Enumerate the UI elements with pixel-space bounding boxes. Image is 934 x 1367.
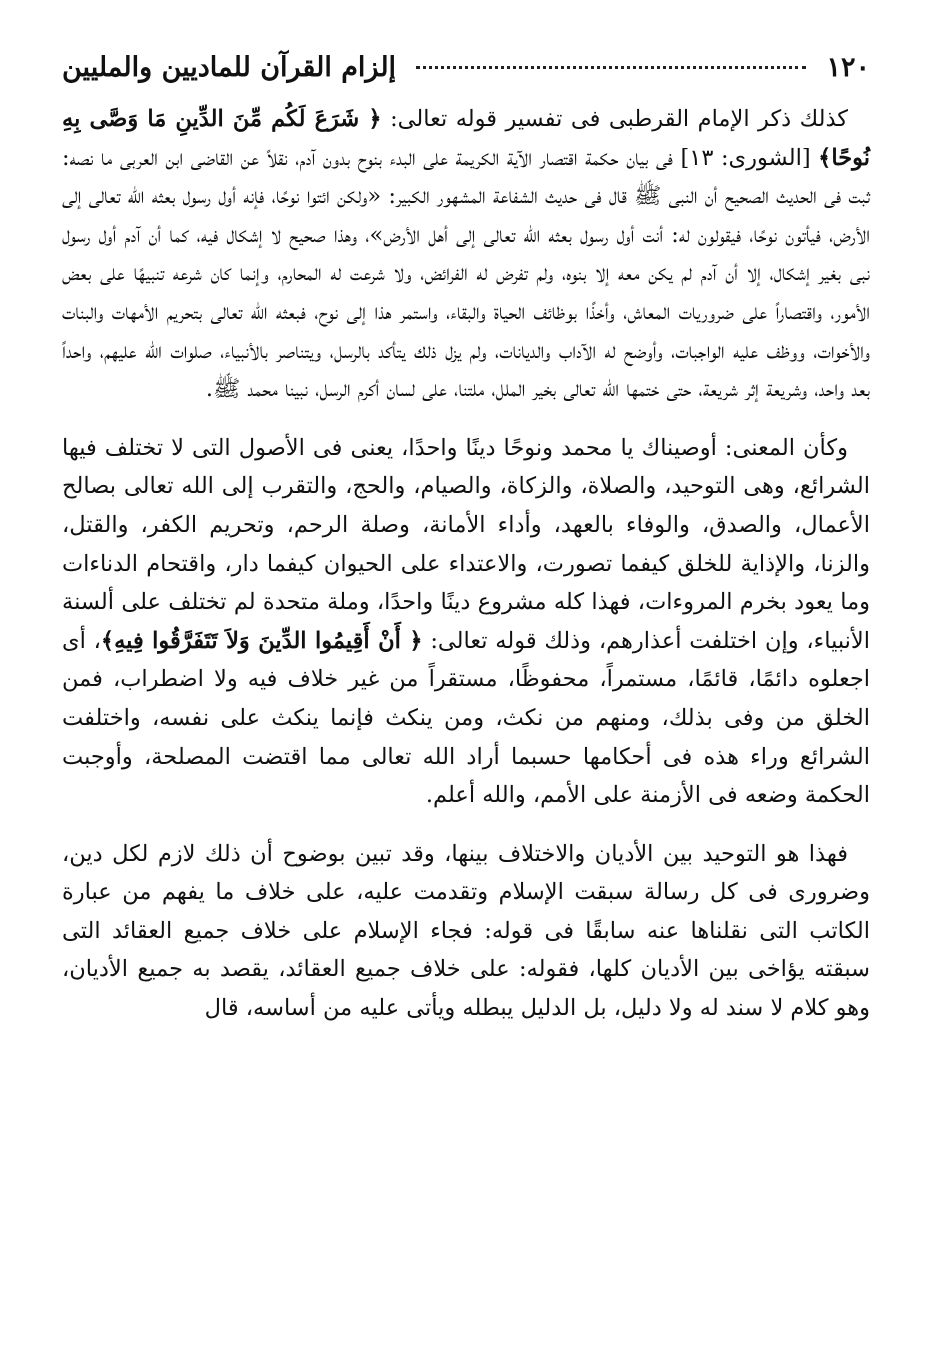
paragraph-1-intro: كذلك ذكر الإمام القرطبى فى تفسير قوله تعالى: xyxy=(381,106,848,132)
quran-verse-shura-13: ﴿ شَرَعَ لَكُم مِّنَ الدِّينِ مَا وَصَّى بِهِ نُوحًا﴾ xyxy=(62,106,870,171)
book-title: إلزام القرآن للماديين والمليين xyxy=(62,52,397,83)
paragraph-1 xyxy=(62,100,870,409)
paragraph-3-text: فهذا هو التوحيد بين الأديان والاختلاف بينها، وقد تبين بوضوح أن ذلك لازم لكل دين، وضرورى فى كل رسالة سبقت الإسلام وتقدمت عليه، على خلاف ما يفهم من عبارة الكاتب التى نقلناها عنه سابقًا فى قوله: فجاء الإسلام على خلاف جميع العقائد التى سبقته يؤاخى بين الأديان كلها، فقوله: على خلاف جميع العقائد، يقصد به جميع الأديان، وهو كلام لا سند له ولا دليل، بل الدليل يبطله ويأتى عليه من أساسه، قال xyxy=(62,840,870,1022)
page-number: ١٢٠ xyxy=(826,52,870,83)
paragraph-2-body: ، أى اجعلوه دائمًا، قائمًا، مستمراً، محفوظًا، مستقراً من غير خلاف فيه ولا اضطراب، فمن الخلق من وفى بذلك، ومنهم من نكث، ومن ينكث فإنما ينكث على نفسه، واختلفت الشرائع وراء هذه فى أحكامها حسبما أراد الله تعالى مما اقتضت المصلحة، وأوجبت الحكمة وضعه فى الأزمنة على الأمم، والله أعلم. xyxy=(62,627,870,809)
book-page xyxy=(62,52,870,1028)
quran-verse-aqimu-al-din: ﴿ أَنْ أَقِيمُوا الدِّينَ وَلاَ تَتَفَرَّقُوا فِيهِ﴾ xyxy=(100,627,423,654)
paragraph-1-body: [الشورى: ١٣] فى بيان حكمة اقتصار الآية الكريمة على البدء بنوح بدون آدم، نقلاً عن القاضى ابن العربى ما نصه: ثبت فى الحديث الصحيح أن النبى ﷺ قال فى حديث الشفاعة المشهور الكبير: «ولكن ائتوا نوحًا، فإنه أول رسول بعثه الله تعالى إلى الأرض، فيأتون نوحًا، فيقولون له: أنت أول رسول بعثه الله تعالى إلى أهل الأرض»، وهذا صحيح لا إشكال فيه، كما أن آدم أول رسول نبى بغير إشكال، إلا أن آدم لم يكن معه إلا بنوه، ولم تفرض له الفرائض، ولا شرعت له المحارم، وإنما كان شرعه تنبيهًا على بعض الأمور، واقتصاراً على ضروريات المعاش، وأخذًا بوظائف الحياة والبقاء، واستمر هذا إلى نوح، فبعثه الله تعالى بتحريم الأمهات والبنات والأخوات، ووظف عليه الواجبات، وأوضح له الآداب والديانات، ولم يزل ذلك يتأكد بالرسل، ويتناصر بالأنبياء، صلوات الله عليهم، واحداً بعد واحد، وشريعة إثر شريعة، حتى ختمها الله تعالى بخير الملل، ملتنا، على لسان أكرم الرسل، نبينا محمد ﷺ. xyxy=(62,144,870,403)
paragraph-3 xyxy=(62,835,870,1028)
paragraph-2 xyxy=(62,429,870,815)
paragraph-2-intro: وكأن المعنى: أوصيناك يا محمد ونوحًا دينًا واحدًا، يعنى فى الأصول التى لا تختلف فيها الشرائع، وهى التوحيد، والصلاة، والزكاة، والصيام، والحج، والتقرب إلى الله تعالى بصالح الأعمال، والصدق، والوفاء بالعهد، وأداء الأمانة، وصلة الرحم، وتحريم الكفر، والقتل، والزنا، والإذاية للخلق كيفما تصورت، والاعتداء على الحيوان كيفما دار، واقتحام الدناءات وما يعود بخرم المروءات، فهذا كله مشروع دينًا واحدًا، وملة متحدة لم تختلف على ألسنة الأنبياء، وإن اختلفت أعذارهم، وذلك قوله تعالى: xyxy=(62,434,870,654)
running-header xyxy=(62,52,870,100)
dotted-leader xyxy=(416,66,806,69)
